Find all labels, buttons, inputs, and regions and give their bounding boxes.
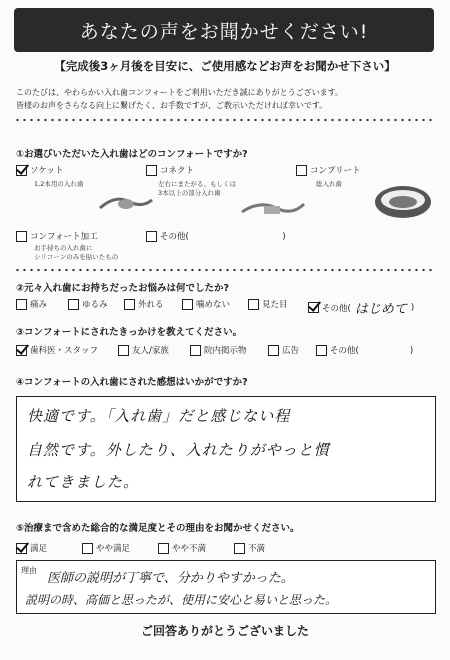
checkbox[interactable] — [190, 345, 201, 356]
q1-option-comfort-processing[interactable] — [16, 230, 98, 242]
handwritten-line: 快適です。「入れ歯」だと感じない程 — [27, 407, 291, 425]
option-label: ゆるみ — [82, 300, 108, 310]
option-note: お手持ちの入れ歯に シリコーンのみを貼いたもの — [34, 244, 119, 261]
option-label: 痛み — [30, 300, 48, 310]
option-label: 外れる — [138, 300, 164, 310]
checkbox[interactable] — [268, 345, 279, 356]
handwritten-line: 医師の説明が丁寧で、分かりやすかった。 — [47, 571, 294, 586]
option-label: 噛めない — [196, 300, 231, 310]
checkbox[interactable] — [16, 345, 27, 356]
checkbox[interactable] — [296, 165, 307, 176]
checkbox[interactable] — [248, 299, 259, 310]
intro-line: このたびは、やわらかい入れ歯コンフォートをご利用いただき誠にありがとうございます。 — [16, 88, 343, 97]
option-label: 広告 — [282, 346, 300, 356]
checkbox[interactable] — [308, 302, 319, 313]
handwritten-line: れてきました。 — [27, 473, 140, 491]
option-label: ソケット — [30, 166, 64, 176]
checkbox[interactable] — [16, 299, 27, 310]
q2-option-other[interactable] — [308, 298, 414, 317]
checkbox[interactable] — [182, 299, 193, 310]
title-banner — [14, 8, 434, 52]
q5-option-somewhat-dissatisfied[interactable] — [158, 542, 206, 554]
checkbox[interactable] — [316, 345, 327, 356]
option-note: 総入れ歯 — [316, 180, 342, 188]
option-label: その他( ) — [160, 232, 286, 242]
checkbox[interactable] — [82, 543, 93, 554]
intro-text — [16, 86, 436, 112]
dotted-divider — [14, 268, 434, 272]
checkbox[interactable] — [16, 231, 27, 242]
option-note: 左右にまたがる、もしくは 3本以上の部分入れ歯 — [158, 180, 236, 197]
thank-you-footer: ご回答ありがとうございました — [140, 624, 309, 638]
checkbox[interactable] — [16, 165, 27, 176]
option-label: 院内掲示物 — [204, 346, 247, 356]
q3-option-other[interactable] — [316, 344, 413, 356]
q2-other-handwritten: はじめて — [354, 302, 407, 317]
handwritten-line: 説明の時、高価と思ったが、使用に安心と易いと思った。 — [25, 593, 338, 607]
reason-label: 理由 — [21, 566, 37, 575]
question-1: ①お選びいただいた入れ歯はどのコンフォートですか? — [16, 149, 248, 160]
checkbox[interactable] — [68, 299, 79, 310]
dotted-divider — [14, 118, 434, 122]
option-label: 満足 — [30, 544, 48, 554]
option-label: やや満足 — [96, 544, 131, 554]
option-label: ) — [410, 302, 415, 313]
q1-option-complete[interactable] — [296, 164, 361, 176]
title-text: あなたの声をお聞かせください! — [79, 20, 369, 43]
q2-option-falls-out[interactable] — [124, 298, 164, 310]
q2-option-cannot-chew[interactable] — [182, 298, 230, 310]
q3-option-ad[interactable] — [268, 344, 299, 356]
q5-option-somewhat-satisfied[interactable] — [82, 542, 130, 554]
checkbox[interactable] — [146, 165, 157, 176]
option-label: その他( — [322, 303, 351, 314]
q1-option-other[interactable] — [146, 230, 286, 242]
option-label: 歯科医・スタッフ — [30, 346, 99, 356]
question-5: ⑤治療まで含めた総合的な満足度とその理由をお聞かせください。 — [16, 523, 300, 534]
checkbox[interactable] — [234, 543, 245, 554]
q3-option-friend-family[interactable] — [118, 344, 169, 356]
option-label: その他( ) — [330, 346, 414, 356]
checkbox[interactable] — [158, 543, 169, 554]
option-label: 見た目 — [262, 300, 288, 310]
option-label: コネクト — [160, 166, 195, 176]
question-3: ③コンフォートにされたきっかけを教えてください。 — [16, 327, 243, 338]
subtitle: 【完成後3ヶ月後を目安に、ご使用感などお声をお聞かせ下さい】 — [54, 59, 396, 73]
question-4: ④コンフォートの入れ歯にされた感想はいかがですか? — [16, 377, 248, 388]
handwritten-line: 自然です。外したり、入れたりがやっと慣 — [27, 441, 330, 459]
checkbox[interactable] — [118, 345, 129, 356]
reason-answer-box[interactable] — [16, 560, 436, 614]
q1-option-connect[interactable] — [146, 164, 194, 176]
checkbox[interactable] — [146, 231, 157, 242]
impression-answer-box[interactable] — [16, 396, 436, 502]
option-label: 不満 — [248, 544, 266, 554]
q5-option-dissatisfied[interactable] — [234, 542, 265, 554]
q3-option-dentist-staff[interactable] — [16, 344, 98, 356]
denture-complete-image — [372, 182, 434, 222]
option-note: 1,2本用の入れ歯 — [34, 180, 84, 188]
question-2: ②元々入れ歯にお持ちだったお悩みは何でしたか? — [16, 283, 230, 294]
q5-option-satisfied[interactable] — [16, 542, 47, 554]
q3-option-clinic-poster[interactable] — [190, 344, 247, 356]
q2-option-appearance[interactable] — [248, 298, 288, 310]
q2-option-loose[interactable] — [68, 298, 108, 310]
option-label: コンプリート — [310, 166, 361, 176]
option-label: 友人/家族 — [132, 346, 169, 356]
q2-option-pain[interactable] — [16, 298, 47, 310]
denture-connect-image — [238, 196, 308, 222]
option-label: コンフォート加工 — [30, 232, 98, 242]
q1-option-socket[interactable] — [16, 164, 64, 176]
checkbox[interactable] — [124, 299, 135, 310]
intro-line: 皆様のお声をさらなる向上に繋げたく、お手数ですが、ご教示いただければ幸いです。 — [16, 101, 328, 110]
checkbox[interactable] — [16, 543, 27, 554]
option-label: やや不満 — [172, 544, 207, 554]
denture-socket-image — [96, 190, 156, 216]
